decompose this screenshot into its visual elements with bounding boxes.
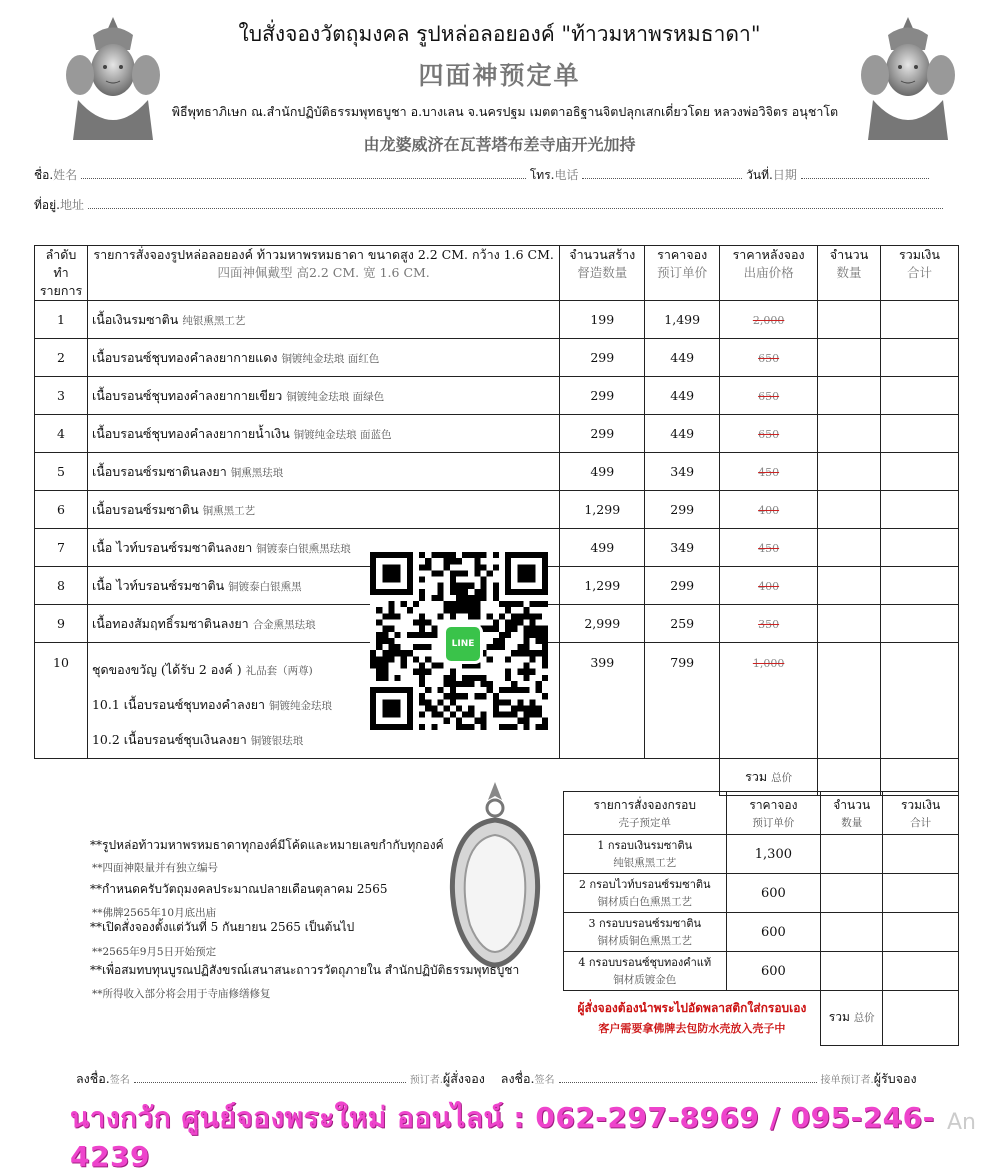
row-qty-cell[interactable] <box>818 491 881 529</box>
row-after-price: 2,000 <box>752 314 785 327</box>
name-field[interactable] <box>81 166 526 179</box>
note-2: **กำหนดครับวัตถุมงคลประมาณปลายเดือนตุลาคม 2565 <box>90 882 388 896</box>
frame-row-total-cell[interactable] <box>883 835 959 874</box>
col-header-no: ลำดับ ทำรายการ <box>35 246 88 301</box>
signature-left-role: ผู้สั่งจอง <box>442 1071 485 1086</box>
row-item-thai: เนื้อ ไวท์บรอนซ์รมซาติน <box>91 577 225 593</box>
row-made: 499 <box>560 529 645 567</box>
row-made: 2,999 <box>560 605 645 643</box>
col-header-price: ราคาจอง 预订单价 <box>645 246 720 301</box>
row-item <box>87 377 559 415</box>
row-no: 4 <box>35 415 88 453</box>
row-item-thai: เนื้อบรอนซ์รมซาตินลงยา <box>91 463 227 479</box>
row-item-cn: 纯银熏黑工艺 <box>182 314 246 327</box>
row-after-price-cell <box>720 453 818 491</box>
row-item-cn: 铜镀泰白银熏黑珐琅 <box>256 542 351 555</box>
frame-row-item <box>564 952 727 991</box>
frame-row-thai: 4 กรอบบรอนซ์ชุบทองคำแท้ <box>578 955 712 969</box>
row-after-price-cell <box>720 529 818 567</box>
signature-orderer-field[interactable] <box>134 1070 406 1083</box>
row-after-price-cell <box>720 491 818 529</box>
row-no: 8 <box>35 567 88 605</box>
name-label-cn: 姓名 <box>53 168 78 182</box>
frame-note-row <box>564 991 959 1046</box>
frame-row-item <box>564 913 727 952</box>
row-total-cell[interactable] <box>881 301 959 339</box>
table-row <box>35 339 959 377</box>
row-item <box>87 301 559 339</box>
frame-row-qty-cell[interactable] <box>821 835 883 874</box>
frame-table-row <box>564 913 959 952</box>
row-after-price: 450 <box>758 542 780 555</box>
phone-label: โทร. <box>529 168 555 182</box>
contact-footer: นางกวัก ศูนย์จองพระใหม่ ออนไลน์ : 062-297-8969 / 095-246-4239 <box>70 1101 935 1173</box>
frame-col-qty-cn: 数量 <box>841 817 863 829</box>
row-made: 299 <box>560 415 645 453</box>
row-item-cn: 铜镀纯金珐琅 面绿色 <box>286 390 385 403</box>
row-after-price: 350 <box>758 618 780 631</box>
row-total-cell[interactable] <box>881 453 959 491</box>
row-after-price-cell <box>720 301 818 339</box>
row-price: 449 <box>645 339 720 377</box>
frame-sum-cell[interactable] <box>883 991 959 1046</box>
note-1-cn: **四面神限量并有独立编号 <box>92 862 218 874</box>
row-item-thai: เนื้อเงินรมซาติน <box>91 311 179 327</box>
frame-col-total-cn: 合计 <box>910 817 932 829</box>
frame-col-price: ราคาจอง <box>749 798 798 812</box>
phone-field[interactable] <box>582 166 742 179</box>
frame-sum-label: รวม <box>828 1010 850 1025</box>
frame-row-price: 600 <box>726 952 821 991</box>
signature-left-cn: 签名 <box>109 1075 130 1086</box>
row-price: 349 <box>645 453 720 491</box>
row-after-price-cell <box>720 605 818 643</box>
row-after-price-cell <box>720 339 818 377</box>
frame-row-cn: 铜材质镀金色 <box>613 973 677 986</box>
signature-right-role-cn: 接单预订者. <box>820 1075 874 1086</box>
note-3: **เปิดสั่งจองตั้งแต่วันที่ 5 กันยายน 2565 เป็นต้นไป <box>90 920 355 934</box>
frame-col-price-cn: 预订单价 <box>752 817 795 829</box>
signature-left-label: ลงชื่อ. <box>76 1071 110 1086</box>
row-total-cell[interactable] <box>881 339 959 377</box>
row-qty-cell[interactable] <box>818 415 881 453</box>
frame-row-cn: 铜材质铜色熏黑工艺 <box>597 934 692 947</box>
row-total-cell[interactable] <box>881 567 959 605</box>
frame-order-table <box>563 791 959 1046</box>
row-made: 299 <box>560 377 645 415</box>
row-no: 5 <box>35 453 88 491</box>
row-after-price: 400 <box>758 504 780 517</box>
frame-row-total-cell[interactable] <box>883 913 959 952</box>
row-qty-cell[interactable] <box>818 605 881 643</box>
row-item-cn: 铜熏黑工艺 <box>202 504 256 517</box>
frame-note-cn: 客户需要拿佛牌去包防水壳放入壳子中 <box>598 1021 786 1035</box>
row-total-cell[interactable] <box>881 415 959 453</box>
col-header-item: รายการสั่งจองรูปหล่อลอยองค์ ท้าวมหาพรหมธาดา ขนาดสูง 2.2 CM. กว้าง 1.6 CM. 四面神佩戴型 高2.2 CM. 宽 1.6 CM. <box>87 246 559 301</box>
amulet-frame-image <box>440 780 550 970</box>
address-label: ที่อยู่. <box>34 198 60 212</box>
frame-table-row <box>564 835 959 874</box>
row-after-price-cell <box>720 567 818 605</box>
row-price: 449 <box>645 377 720 415</box>
row-qty-cell[interactable] <box>818 643 881 759</box>
row-made: 1,299 <box>560 567 645 605</box>
row-after-price: 650 <box>758 352 780 365</box>
frame-col-item: รายการสั่งจองกรอบ <box>593 798 696 812</box>
customer-info-line <box>34 166 954 185</box>
frame-row-total-cell[interactable] <box>883 952 959 991</box>
frame-sum-label-cn: 总价 <box>853 1012 875 1025</box>
name-label: ชื่อ. <box>34 168 54 182</box>
ceremony-text-thai: พิธีพุทธาภิเษก ณ.สำนักปฏิบัติธรรมพุทธบูชา อ.บางเลน จ.นครปฐม เมตตาอธิฐานจิตปลุกเสกเดี่ยวโดย หลวงพ่อวิจิตร อนุชาโต <box>171 104 839 119</box>
frame-row-cn: 铜材质白色熏黑工艺 <box>597 895 692 908</box>
row-after-price-cell <box>720 415 818 453</box>
frame-note-thai: ผู้สั่งจองต้องนำพระไปอัดพลาสติกใส่กรอบเอง <box>577 1000 807 1015</box>
set-sub2: 10.2 เนื้อบรอนซ์ชุบเงินลงยา <box>91 732 247 747</box>
row-after-price: 650 <box>758 428 780 441</box>
frame-row-item <box>564 874 727 913</box>
note-3-cn: **2565年9月5日开始预定 <box>92 946 217 958</box>
table-row <box>35 453 959 491</box>
row-price: 449 <box>645 415 720 453</box>
frame-row-cn: 纯银熏黑工艺 <box>613 856 677 869</box>
row-after-price: 400 <box>758 580 780 593</box>
row-price: 1,499 <box>645 301 720 339</box>
row-total-cell[interactable] <box>881 491 959 529</box>
frame-row-price: 600 <box>726 874 821 913</box>
row-qty-cell[interactable] <box>818 339 881 377</box>
table-row <box>35 377 959 415</box>
row-made: 1,299 <box>560 491 645 529</box>
row-price: 799 <box>645 643 720 759</box>
frame-row-price: 1,300 <box>726 835 821 874</box>
row-qty-cell[interactable] <box>818 529 881 567</box>
set-sub2-cn: 铜镀银珐琅 <box>250 735 304 747</box>
row-item-cn: 铜熏黑珐琅 <box>230 466 284 479</box>
set-sub1-cn: 铜镀纯金珐琅 <box>269 700 333 712</box>
row-item-cn: 铜镀纯金珐琅 面红色 <box>281 352 380 365</box>
row-item <box>87 453 559 491</box>
signature-right-cn: 签名 <box>534 1075 555 1086</box>
table-row <box>35 491 959 529</box>
date-label-cn: 日期 <box>772 168 797 182</box>
frame-col-item-cn: 壳子预定单 <box>618 817 671 829</box>
row-made: 499 <box>560 453 645 491</box>
address-field[interactable] <box>88 196 943 209</box>
frame-row-item <box>564 835 727 874</box>
frame-row-thai: 2 กรอบไวท์บรอนซ์รมซาติน <box>578 877 711 891</box>
row-after-price: 650 <box>758 390 780 403</box>
note-2-cn: **佛牌2565年10月底出庙 <box>92 907 217 919</box>
note-1: **รูปหล่อท้าวมหาพรหมธาดาทุกองค์มีโค้ดและหมายเลขกำกับทุกองค์ <box>90 838 444 852</box>
page-title-chinese: 四面神预定单 <box>418 61 581 90</box>
frame-row-thai: 3 กรอบบรอนซ์รมซาติน <box>588 916 702 930</box>
row-item-thai: เนื้อบรอนซ์ชุบทองคำลงยากายแดง <box>91 349 278 365</box>
sum-label: รวม <box>745 769 768 784</box>
frame-col-qty: จำนวน <box>833 798 871 812</box>
row-price: 259 <box>645 605 720 643</box>
row-no: 10 <box>35 643 88 759</box>
address-line <box>34 196 954 215</box>
col-header-made: จำนวนสร้าง 督造数量 <box>560 246 645 301</box>
row-qty-cell[interactable] <box>818 567 881 605</box>
row-made: 299 <box>560 339 645 377</box>
row-made: 199 <box>560 301 645 339</box>
row-item-cn: 铜镀泰白银熏黑 <box>228 580 302 593</box>
row-no: 3 <box>35 377 88 415</box>
set-label: ชุดของขวัญ (ได้รับ 2 องค์ ) <box>91 662 242 677</box>
frame-row-price: 600 <box>726 913 821 952</box>
row-item-cn: 合金熏黑珐琅 <box>252 618 316 631</box>
note-4: **เพื่อสมทบทุนบูรณปฏิสังขรณ์เสนาสนะถาวรวัตถุภายใน สำนักปฏิบัติธรรมพุทธบูชา <box>90 963 520 977</box>
row-total-cell[interactable] <box>881 605 959 643</box>
frame-table-row <box>564 952 959 991</box>
sum-label-cn: 总价 <box>771 772 793 784</box>
page-title-thai: ใบสั่งจองวัตถุมงคล รูปหล่อลอยองค์ "ท้าวมหาพรหมธาดา" <box>238 22 761 46</box>
date-field[interactable] <box>801 166 929 179</box>
frame-row-thai: 1 กรอบเงินรมซาติน <box>597 838 693 852</box>
row-item-thai: เนื้อทองสัมฤทธิ์รมซาตินลงยา <box>91 615 249 631</box>
row-item-thai: เนื้อบรอนซ์ชุบทองคำลงยากายน้ำเงิน <box>91 425 290 441</box>
row-total-cell[interactable] <box>881 377 959 415</box>
order-table-header <box>35 246 959 301</box>
row-qty-cell[interactable] <box>818 453 881 491</box>
col-header-total: รวมเงิน 合计 <box>881 246 959 301</box>
frame-row-qty-cell[interactable] <box>821 952 883 991</box>
signature-line <box>76 1069 946 1089</box>
row-price: 299 <box>645 567 720 605</box>
watermark-text: An <box>947 1110 976 1135</box>
row-after-price-cell <box>720 377 818 415</box>
row-after-price: 1,000 <box>752 657 785 670</box>
row-price: 349 <box>645 529 720 567</box>
row-qty-cell[interactable] <box>818 377 881 415</box>
address-label-cn: 地址 <box>59 198 84 212</box>
signature-receiver-field[interactable] <box>559 1070 817 1083</box>
row-no: 2 <box>35 339 88 377</box>
frame-table-header <box>564 792 959 835</box>
row-made: 399 <box>560 643 645 759</box>
row-total-cell[interactable] <box>881 529 959 567</box>
row-no: 9 <box>35 605 88 643</box>
signature-right-label: ลงชื่อ. <box>500 1071 535 1086</box>
frame-row-total-cell[interactable] <box>883 874 959 913</box>
row-item-thai: เนื้อ ไวท์บรอนซ์รมซาตินลงยา <box>91 539 253 555</box>
line-logo-icon: LINE <box>443 624 483 664</box>
frame-row-qty-cell[interactable] <box>821 913 883 952</box>
signature-left-role-cn: 预订者. <box>409 1075 443 1086</box>
frame-row-qty-cell[interactable] <box>821 874 883 913</box>
ceremony-text-chinese: 由龙婆威济在瓦菩塔布差寺庙开光加持 <box>363 135 636 154</box>
row-price: 299 <box>645 491 720 529</box>
table-row <box>35 301 959 339</box>
row-item <box>87 339 559 377</box>
row-no: 6 <box>35 491 88 529</box>
table-row <box>35 415 959 453</box>
sum-total-cell[interactable] <box>881 759 959 796</box>
row-no: 1 <box>35 301 88 339</box>
sum-qty-cell[interactable] <box>818 759 881 796</box>
row-item <box>87 415 559 453</box>
row-item-cn: 铜镀纯金珐琅 面蓝色 <box>293 428 392 441</box>
row-total-cell[interactable] <box>881 643 959 759</box>
col-header-after-price: ราคาหลังจอง 出庙价格 <box>720 246 818 301</box>
set-label-cn: 礼品套（两尊) <box>245 665 313 677</box>
row-qty-cell[interactable] <box>818 301 881 339</box>
date-label: วันที่. <box>746 168 773 182</box>
row-no: 7 <box>35 529 88 567</box>
row-item-thai: เนื้อบรอนซ์รมซาติน <box>91 501 199 517</box>
frame-col-total: รวมเงิน <box>900 798 941 812</box>
phone-label-cn: 电话 <box>554 168 579 182</box>
row-after-price: 450 <box>758 466 780 479</box>
frame-table-row <box>564 874 959 913</box>
col-header-qty: จำนวน 数量 <box>818 246 881 301</box>
row-item <box>87 491 559 529</box>
row-item-thai: เนื้อบรอนซ์ชุบทองคำลงยากายเขียว <box>91 387 283 403</box>
signature-right-role: ผู้รับจอง <box>873 1071 917 1086</box>
note-4-cn: **所得收入部分将会用于寺庙修缮修复 <box>92 988 271 1000</box>
set-sub1: 10.1 เนื้อบรอนซ์ชุบทองคำลงยา <box>91 697 266 712</box>
